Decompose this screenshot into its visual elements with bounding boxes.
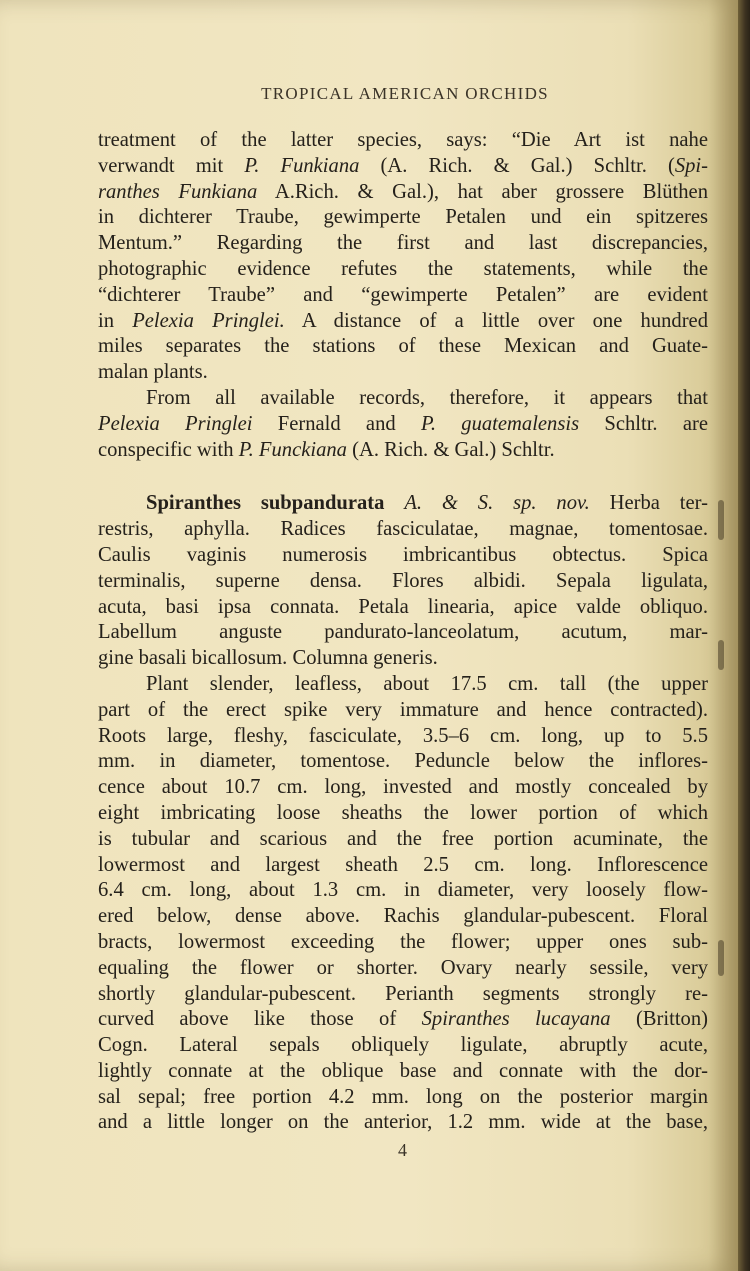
text-run: (A. Rich. & Gal.) Schltr. [346,438,555,461]
text-run: treatment of the latter species, says: “Die Art ist nahe [98,129,708,151]
text-line [98,360,708,386]
text-run: A distance of a little over one hundred [284,309,708,332]
text-line [98,956,708,982]
text-run: in [98,309,133,332]
italic-term: A. & S. sp. nov. [404,492,590,515]
text-line [98,1085,708,1111]
text-line [98,517,708,543]
text-line [98,724,708,750]
text-run: part of the erect spike very immature and hence contracted). [98,698,708,721]
text-run: is tubular and scarious and the free portion acuminate, the [98,827,708,850]
body-text [98,128,708,1136]
text-run: Roots large, fleshy, fasciculate, 3.5–6 cm. long, up to 5.5 [98,724,708,747]
text-run: Fernald and [252,412,421,435]
book-gutter [738,0,750,1271]
text-line [98,595,708,621]
edge-mark [718,940,724,976]
text-line [98,1059,708,1085]
text-line [98,231,708,257]
text-line [98,672,708,698]
text-run: restris, aphylla. Radices fasciculatae, magnae, tomentosae. [98,518,708,541]
text-run: Herba ter- [589,492,708,515]
text-line [98,930,708,956]
species-name: Spiranthes subpandurata [146,492,385,515]
text-line [98,749,708,775]
text-line [98,386,708,412]
text-line [98,543,708,569]
text-run: lowermost and largest sheath 2.5 cm. long. Inflorescence [98,853,708,876]
text-run: Mentum.” Regarding the first and last discrepancies, [98,232,708,255]
text-line [98,853,708,879]
text-run: malan plants. [98,361,208,384]
text-line [98,309,708,335]
text-run: and a little longer on the anterior, 1.2 mm. wide at the base, [98,1111,708,1134]
italic-term: P. Funkiana [244,154,360,177]
text-line [98,982,708,1008]
italic-term: P. guatemalensis [420,412,580,435]
text-line [98,334,708,360]
text-run: Schltr. are [579,412,708,435]
text-line [98,257,708,283]
text-run: “dichterer Traube” and “gewimperte Petalen” are evident [98,283,708,306]
text-line [98,154,708,180]
text-run: curved above like those of [98,1008,422,1031]
text-line [98,569,708,595]
italic-term: Spiranthes lucayana [421,1008,611,1031]
edge-mark [718,500,724,540]
text-line [98,1007,708,1033]
text-run: Caulis vaginis numerosis imbricantibus obtectus. Spica [98,543,708,566]
text-line [98,698,708,724]
text-run: bracts, lowermost exceeding the flower; upper ones sub- [98,930,708,953]
text-run: Cogn. Lateral sepals obliquely ligulate, abruptly acute, [98,1034,708,1057]
text-line [98,438,708,464]
text-run: ered below, dense above. Rachis glandular-pubescent. Floral [98,905,708,928]
text-run: terminalis, superne densa. Flores albidi. Sepala ligulata, [98,569,708,592]
text-run: cence about 10.7 cm. long, invested and mostly concealed by [98,776,708,799]
text-run: acuta, basi ipsa connata. Petala linearia, apice valde obliquo. [98,595,708,618]
text-line [98,827,708,853]
text-run: gine basali bicallosum. Columna generis. [98,647,438,670]
text-line [98,775,708,801]
text-run: Labellum anguste pandurato-lanceolatum, acutum, mar- [98,621,708,644]
text-run: 6.4 cm. long, about 1.3 cm. in diameter, very loosely flow- [98,879,708,902]
italic-term: P. Funckiana [238,438,347,461]
text-run: verwandt mit [98,154,245,177]
text-line [98,491,708,517]
text-line [98,128,708,154]
text-run: sal sepal; free portion 4.2 mm. long on the posterior margin [98,1085,708,1108]
text-run: mm. in diameter, tomentose. Peduncle below the inflores- [98,750,708,773]
text-run: (Britton) [610,1008,709,1031]
text-line [98,620,708,646]
italic-term: Pelexia Pringlei [98,412,253,435]
text-line [98,1110,708,1136]
text-run: eight imbricating loose sheaths the lower portion of which [98,801,708,824]
text-run: Plant slender, leafless, about 17.5 cm. tall (the upper [146,672,708,695]
text-line [98,646,708,672]
text-line [98,878,708,904]
italic-term: ranthes Funkiana [98,180,258,203]
text-run: conspecific with [98,438,239,461]
italic-term: Pelexia Pringlei. [132,309,285,332]
text-run: (A. Rich. & Gal.) Schltr. ( [359,154,675,177]
text-line [98,904,708,930]
text-run [384,492,404,514]
text-run: equaling the flower or shorter. Ovary nearly sessile, very [98,956,708,979]
text-line [98,412,708,438]
text-run: A.Rich. & Gal.), hat aber grossere Blüthen [257,180,708,203]
text-line [98,180,708,206]
page-number: 4 [398,1140,407,1160]
text-run: photographic evidence refutes the statements, while the [98,257,708,280]
text-line [98,1033,708,1059]
running-head: TROPICAL AMERICAN ORCHIDS [261,84,549,103]
italic-term: Spi- [674,154,708,177]
paragraph-gap [98,463,708,491]
text-line [98,801,708,827]
text-run: From all available records, therefore, it appears that [146,386,708,409]
edge-mark [718,640,724,670]
text-run: shortly glandular-pubescent. Perianth segments strongly re- [98,982,708,1005]
text-run: miles separates the stations of these Mexican and Guate- [98,335,708,358]
text-run: lightly connate at the oblique base and connate with the dor- [98,1059,708,1082]
text-line [98,205,708,231]
text-line [98,283,708,309]
text-run: in dichterer Traube, gewimperte Petalen und ein spitzeres [98,206,708,229]
